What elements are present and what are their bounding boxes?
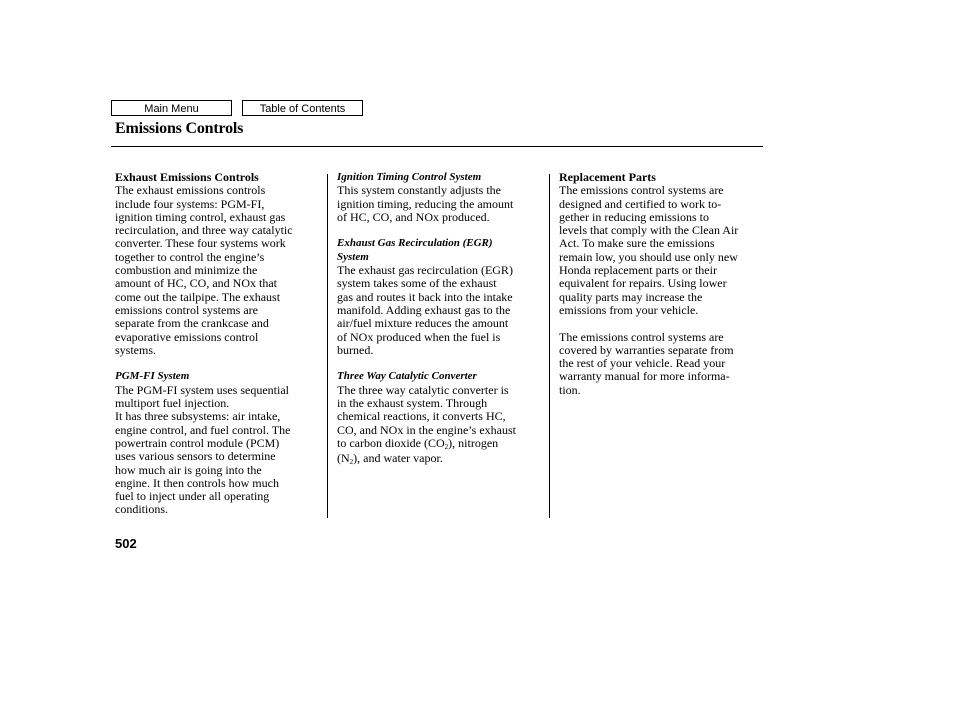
sub-heading-ignition-timing: Ignition Timing Control System [337, 171, 482, 183]
sub-heading-egr [337, 237, 545, 264]
text-line: gether in reducing emissions to [559, 209, 709, 224]
text-line: ignition timing, reducing the amount [337, 196, 514, 211]
text-line: CO, and NOx in the engine’s exhaust [337, 422, 516, 437]
text-line: converter. These four systems work [115, 236, 286, 251]
text-line: (N2), and water vapor. [337, 451, 443, 467]
text-line: gas and routes it back into the intake [337, 289, 513, 304]
column-divider-2 [549, 174, 550, 518]
text-line: amount of HC, CO, and NOx that [115, 276, 277, 291]
text-line: emissions from your vehicle. [559, 302, 699, 317]
text-line: systems. [115, 342, 157, 357]
text-line: conditions. [115, 502, 168, 517]
text-line: manifold. Adding exhaust gas to the [337, 302, 511, 317]
text-line: recirculation, and three way catalytic [115, 223, 293, 238]
text-line: together to control the engine’s [115, 249, 265, 264]
column-divider-1 [327, 174, 328, 518]
text-line: engine. It then controls how much [115, 475, 279, 490]
paragraph-egr [337, 264, 545, 357]
paragraph-pgm-fi [115, 384, 321, 517]
text-line: how much air is going into the [115, 462, 262, 477]
text-line: ignition timing control, exhaust gas [115, 209, 286, 224]
page-number: 502 [115, 536, 137, 551]
text-line: Honda replacement parts or their [559, 263, 717, 278]
section-heading-exhaust-emissions: Exhaust Emissions Controls [115, 170, 259, 184]
section-heading-replacement-parts: Replacement Parts [559, 170, 656, 184]
sub-heading-catalytic-converter: Three Way Catalytic Converter [337, 370, 477, 383]
text-line: multiport fuel injection. [115, 396, 230, 411]
text-line: evaporative emissions control [115, 329, 259, 344]
column-3 [559, 171, 765, 397]
page-title: Emissions Controls [115, 120, 244, 137]
text-line: The emissions control systems are [559, 183, 724, 198]
text-line: emissions control systems are [115, 302, 258, 317]
text-line: The emissions control systems are [559, 329, 724, 344]
text-line: air/fuel mixture reduces the amount [337, 316, 509, 331]
text-line: It has three subsystems: air intake, [115, 409, 281, 424]
text-line: uses various sensors to determine [115, 449, 276, 464]
paragraph-ignition-timing [337, 184, 545, 224]
text-line: powertrain control module (PCM) [115, 435, 280, 450]
text-line: warranty manual for more informa- [559, 369, 730, 384]
column-1 [115, 171, 321, 517]
sub-heading-pgm-fi: PGM-FI System [115, 370, 190, 383]
text-line: of HC, CO, and NOx produced. [337, 209, 490, 224]
text-line: engine control, and fuel control. The [115, 422, 291, 437]
title-divider [111, 146, 763, 147]
text-line: the rest of your vehicle. Read your [559, 356, 726, 371]
text-line: This system constantly adjusts the [337, 183, 501, 198]
text-line: covered by warranties separate from [559, 342, 734, 357]
text-line: The exhaust emissions controls [115, 183, 266, 198]
text-line: to carbon dioxide (CO2), nitrogen [337, 435, 499, 451]
main-menu-button[interactable]: Main Menu [111, 100, 232, 116]
text-line: burned. [337, 342, 374, 357]
text-line: system takes some of the exhaust [337, 276, 497, 291]
text-line: designed and certified to work to- [559, 196, 722, 211]
text-line: quality parts may increase the [559, 289, 703, 304]
paragraph-exhaust-emissions [115, 184, 321, 357]
column-2 [337, 171, 545, 468]
table-of-contents-button[interactable]: Table of Contents [242, 100, 363, 116]
text-line: The PGM-FI system uses sequential [115, 382, 289, 397]
paragraph-warranty [559, 331, 765, 397]
text-line: remain low, you should use only new [559, 249, 738, 264]
text-line: The exhaust gas recirculation (EGR) [337, 263, 513, 278]
text-line: Act. To make sure the emissions [559, 236, 715, 251]
heading-line: Exhaust Gas Recirculation (EGR) [337, 237, 493, 250]
text-line: chemical reactions, it converts HC, [337, 409, 506, 424]
heading-line: System [337, 250, 369, 263]
paragraph-replacement-parts [559, 184, 765, 317]
text-line: come out the tailpipe. The exhaust [115, 289, 281, 304]
text-line: equivalent for repairs. Using lower [559, 276, 727, 291]
text-line: in the exhaust system. Through [337, 396, 488, 411]
text-line: The three way catalytic converter is [337, 382, 509, 397]
text-line: include four systems: PGM-FI, [115, 196, 265, 211]
text-line: separate from the crankcase and [115, 316, 269, 331]
paragraph-catalytic-converter [337, 384, 545, 468]
text-line: tion. [559, 382, 581, 397]
text-line: fuel to inject under all operating [115, 489, 270, 504]
text-line: combustion and minimize the [115, 263, 258, 278]
text-line: of NOx produced when the fuel is [337, 329, 501, 344]
text-line: levels that comply with the Clean Air [559, 223, 739, 238]
